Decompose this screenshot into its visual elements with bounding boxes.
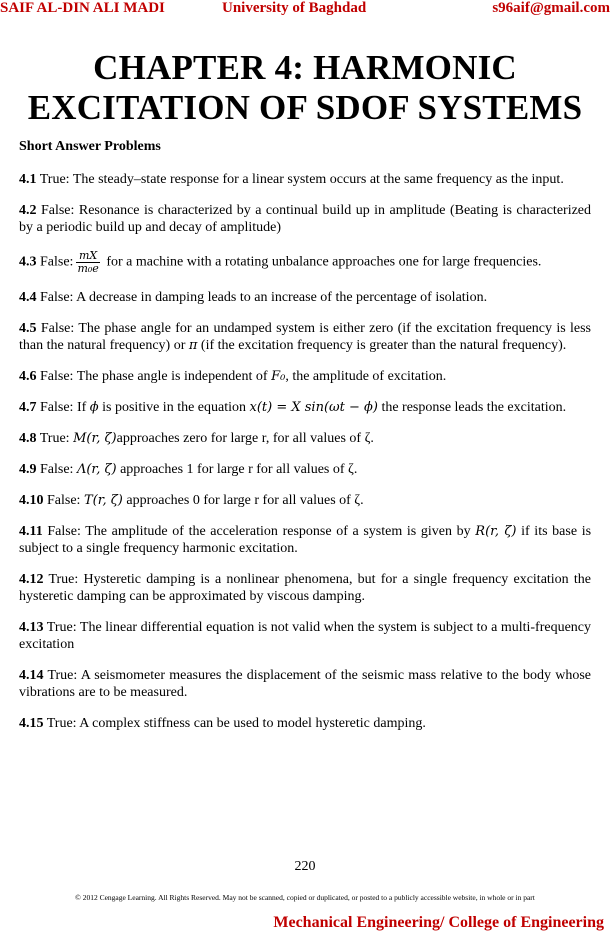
problem-number: 4.6 (19, 369, 37, 384)
problem-number: 4.10 (19, 493, 44, 508)
problem-number: 4.14 (19, 668, 44, 683)
math-symbol: F₀ (271, 369, 286, 384)
problem-text: False: (40, 462, 74, 477)
problem-text: True: The linear differential equation is not valid when the system is subject to a multi-frequency excitation (19, 620, 592, 652)
problem-number: 4.8 (19, 431, 37, 446)
problem-4-11 (19, 523, 591, 557)
problem-4-6 (19, 368, 591, 385)
problem-number: 4.5 (19, 321, 37, 336)
problem-number: 4.9 (19, 462, 37, 477)
university-name: University of Baghdad (222, 0, 367, 16)
problem-4-5 (19, 320, 591, 354)
math-equation: x(t) = X sin(ωt − ϕ) (249, 400, 378, 415)
author-email: s96aif@gmail.com (492, 0, 610, 16)
problem-text: False: (40, 254, 74, 270)
problem-number: 4.11 (19, 524, 43, 539)
problem-text: approaches 1 for large r for all values of ζ. (120, 462, 358, 477)
page-number: 220 (294, 859, 316, 874)
problem-number: 4.1 (19, 172, 37, 187)
fraction-numerator: mX (76, 250, 99, 263)
math-symbol: Λ(r, ζ) (76, 462, 117, 477)
problem-4-8 (19, 430, 591, 447)
problem-number: 4.4 (19, 290, 37, 305)
page-footer: Mechanical Engineering/ College of Engineering (273, 914, 604, 931)
problem-4-10 (19, 492, 591, 509)
chapter-title (0, 48, 610, 128)
page-content (19, 138, 591, 746)
problem-number: 4.7 (19, 400, 37, 415)
math-symbol: R(r, ζ) (475, 524, 517, 539)
problem-number: 4.13 (19, 620, 44, 635)
fraction (76, 250, 99, 275)
math-symbol: M(r, ζ) (73, 431, 117, 446)
problem-number: 4.12 (19, 572, 44, 587)
author-name: SAIF AL-DIN ALI MADI (0, 0, 165, 16)
problem-number: 4.2 (19, 203, 37, 218)
problem-text: is positive in the equation (102, 400, 247, 415)
problem-number: 4.15 (19, 716, 44, 731)
problem-text: True: Hysteretic damping is a nonlinear phenomena, but for a single frequency excitation the hysteretic damping can be approximated by viscous damping. (19, 572, 591, 604)
page-header (0, 0, 610, 20)
problem-4-15 (19, 715, 591, 732)
problem-text: False: If (40, 400, 87, 415)
chapter-title-line-1: CHAPTER 4: HARMONIC (93, 48, 517, 87)
section-heading: Short Answer Problems (19, 139, 161, 154)
problem-4-4 (19, 289, 591, 306)
problem-4-2 (19, 202, 591, 236)
problem-text: True: The steady–state response for a linear system occurs at the same frequency as the input. (39, 172, 564, 187)
chapter-title-line-2: EXCITATION OF SDOF SYSTEMS (27, 88, 583, 127)
problem-4-9 (19, 461, 591, 478)
problem-text: for a machine with a rotating unbalance approaches one for large frequencies. (106, 254, 542, 270)
problem-text: False: The phase angle for an undamped system is either zero (if the excitation frequency is less than the natural frequency) or (19, 321, 592, 353)
problem-text: True: A seismometer measures the displacement of the seismic mass relative to the body whose vibrations are to be measured. (19, 668, 591, 700)
problem-text: the response leads the excitation. (381, 400, 567, 415)
problem-4-1 (19, 171, 591, 188)
problem-text: False: (47, 493, 81, 508)
problem-text: approaches zero for large r, for all values of ζ. (116, 431, 374, 446)
problem-text: False: A decrease in damping leads to an increase of the percentage of isolation. (40, 290, 488, 305)
problem-text: approaches 0 for large r for all values of ζ. (126, 493, 364, 508)
math-symbol: T(r, ζ) (83, 493, 123, 508)
math-symbol: ϕ (89, 400, 99, 415)
problem-text: False: The phase angle is independent of (40, 369, 268, 384)
problem-text: if its base is subject to a single frequency harmonic excitation. (19, 524, 592, 556)
problem-4-13 (19, 619, 591, 653)
problem-4-12 (19, 571, 591, 605)
problem-text: False: Resonance is characterized by a continual build up in amplitude (Beating is characterized by a periodic build up and decay of amplitude) (19, 203, 592, 235)
problem-4-14 (19, 667, 591, 701)
problem-text: , the amplitude of excitation. (285, 369, 447, 384)
problem-text: (if the excitation frequency is greater than the natural frequency). (200, 338, 567, 353)
problem-text: True: A complex stiffness can be used to model hysteretic damping. (46, 716, 426, 731)
fraction-denominator: m₀e (77, 262, 99, 275)
problem-number: 4.3 (19, 254, 37, 270)
math-symbol: π (188, 338, 198, 353)
copyright-notice: © 2012 Cengage Learning. All Rights Reserved. May not be scanned, copied or duplicated, or posted to a publicly accessible website, in whole or in part (75, 893, 535, 902)
problem-4-3 (19, 250, 591, 275)
problem-text: False: The amplitude of the acceleration response of a system is given by (47, 524, 471, 539)
problem-4-7 (19, 399, 591, 416)
problem-text: True: (39, 431, 70, 446)
